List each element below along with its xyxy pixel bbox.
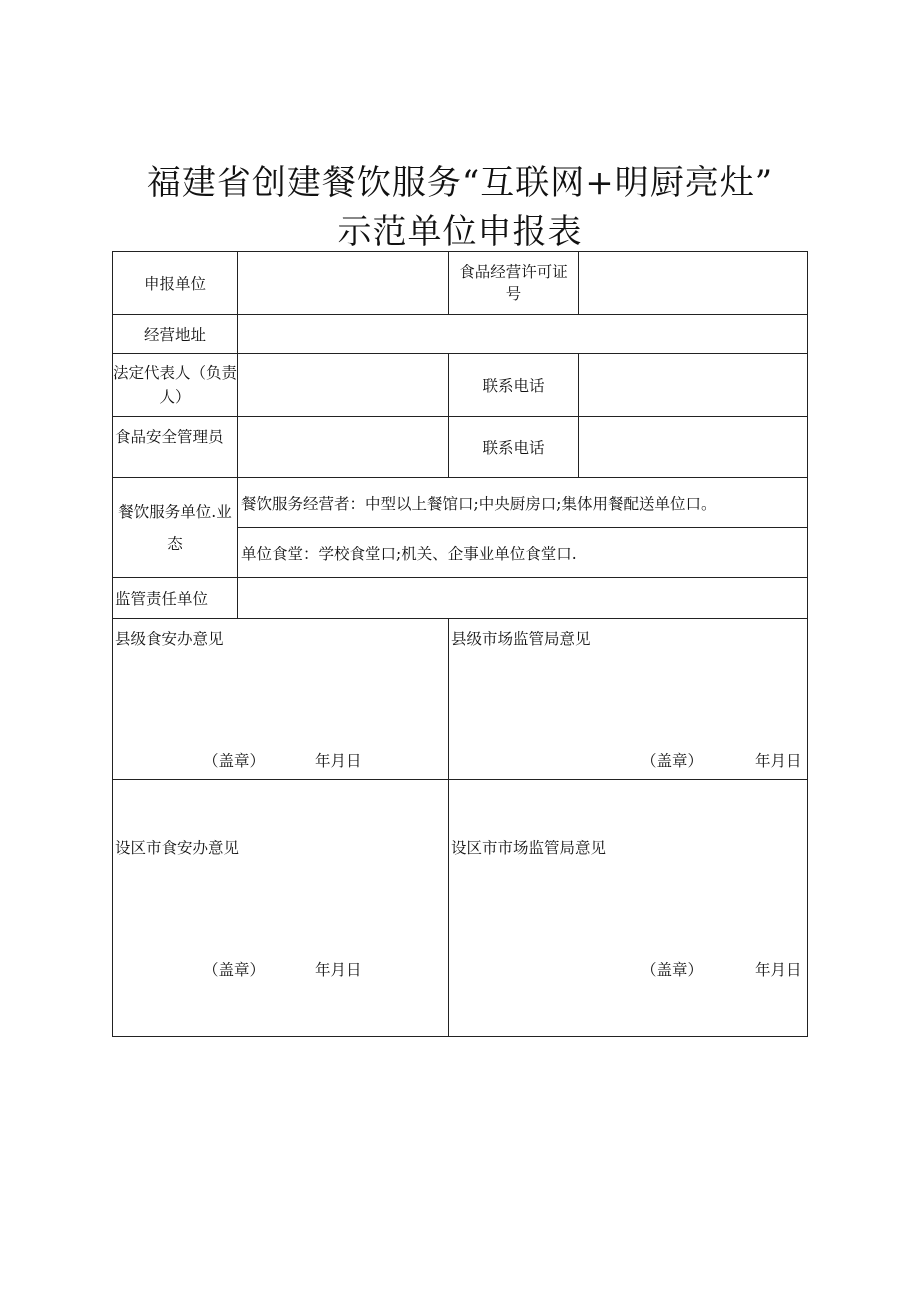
address-label: 经营地址 [113,315,238,354]
license-number-label: 食品经营许可证号 [449,252,579,315]
applicant-field[interactable] [238,252,449,315]
city-market-bureau-date: 年月日 [755,961,802,979]
city-food-office-label: 设区市食安办意见 [115,839,240,857]
city-food-office-date: 年月日 [315,961,362,979]
county-food-office-opinion[interactable] [113,619,449,780]
legal-rep-label: 法定代表人（负责人） [113,354,238,417]
county-market-bureau-label: 县级市场监管局意见 [451,630,591,648]
supervisor-field[interactable] [238,578,808,619]
city-market-bureau-opinion[interactable] [449,780,808,1037]
city-market-bureau-seal: （盖章） [641,961,704,979]
legal-rep-phone-label: 联系电话 [449,354,579,417]
business-option-restaurant[interactable]: 餐饮服务经营者：中型以上餐馆口;中央厨房口;集体用餐配送单位口。 [238,478,808,528]
form-title-line2: 示范单位申报表 [337,212,583,252]
city-food-office-opinion[interactable] [113,780,449,1037]
county-market-bureau-date: 年月日 [755,752,802,770]
license-number-field[interactable] [579,252,808,315]
form-title-line1: 福建省创建餐饮服务“互联网+明厨亮灶” [146,163,774,203]
application-form-table [112,251,808,1037]
county-food-office-date: 年月日 [315,752,362,770]
address-field[interactable] [238,315,808,354]
legal-rep-phone-field[interactable] [579,354,808,417]
county-market-bureau-seal: （盖章） [641,752,704,770]
county-food-office-seal: （盖章） [203,752,266,770]
legal-rep-field[interactable] [238,354,449,417]
safety-manager-field[interactable] [238,417,449,478]
applicant-label: 申报单位 [113,252,238,315]
county-food-office-label: 县级食安办意见 [115,630,224,648]
county-market-bureau-opinion[interactable] [449,619,808,780]
safety-manager-phone-field[interactable] [579,417,808,478]
safety-manager-label: 食品安全管理员 [113,417,238,478]
city-market-bureau-label: 设区市市场监管局意见 [451,839,607,857]
city-food-office-seal: （盖章） [203,961,266,979]
supervisor-label: 监管责任单位 [113,578,238,619]
business-type-label: 餐饮服务单位.业态 [113,478,238,578]
business-option-canteen[interactable]: 单位食堂：学校食堂口;机关、企事业单位食堂口. [238,528,808,578]
safety-manager-phone-label: 联系电话 [449,417,579,478]
